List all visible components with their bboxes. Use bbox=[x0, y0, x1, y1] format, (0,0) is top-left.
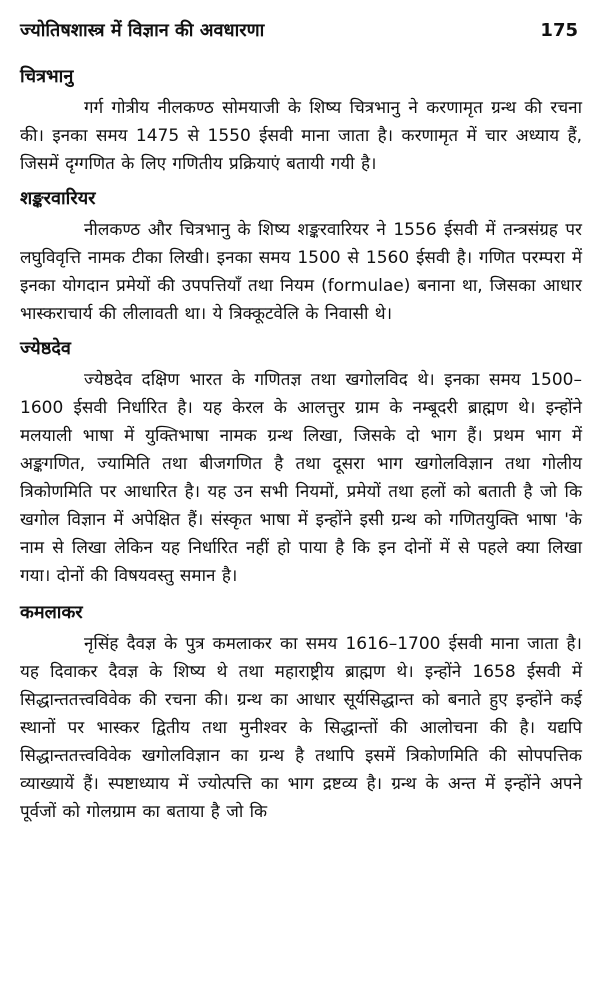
section-chitrabhanu bbox=[20, 64, 582, 178]
section-paragraph: नृसिंह दैवज्ञ के पुत्र कमलाकर का समय 1616–1700 ईसवी माना जाता है। यह दिवाकर दैवज्ञ के शिष्य थे तथा महाराष्ट्रीय ब्राह्मण थे। इन्होंने 1658 ईसवी में सिद्धान्ततत्त्वविवेक की रचना की। ग्रन्थ का आधार सूर्यसिद्धान्त को बनाते हुए इन्होंने कई स्थानों पर भास्कर द्वितीय तथा मुनीश्वर के सिद्धान्तों की आलोचना की है। यद्यपि सिद्धान्ततत्त्वविवेक खगोलविज्ञान का ग्रन्थ है तथापि इसमें त्रिकोणमिति की सोपपत्तिक व्याख्यायें हैं। स्पष्टाध्याय में ज्योत्पत्ति का भाग द्रष्टव्य है। ग्रन्थ के अन्त में इन्होंने अपने पूर्वजों को गोलग्राम का बताया है जो कि bbox=[20, 634, 582, 822]
section-paragraph: नीलकण्ठ और चित्रभानु के शिष्य शङ्करवारियर ने 1556 ईसवी में तन्त्रसंग्रह पर लघुविवृत्ति नामक टीका लिखी। इनका समय 1500 से 1560 ईसवी है। गणित परम्परा में इनका योगदान प्रमेयों की उपपत्तियाँ तथा नियम (formulae) बनाना था, जिसका आधार भास्कराचार्य की लीलावती था। ये त्रिक्कूटवेलि के निवासी थे। bbox=[20, 220, 582, 324]
page-number: 175 bbox=[540, 20, 578, 41]
section-paragraph: गर्ग गोत्रीय नीलकण्ठ सोमयाजी के शिष्य चित्रभानु ने करणामृत ग्रन्थ की रचना की। इनका समय 1475 से 1550 ईसवी माना जाता है। करणामृत में चार अध्याय हैं, जिसमें दृग्गणित के लिए गणितीय प्रक्रियाएं बतायी गयी है। bbox=[20, 98, 582, 174]
section-title: चित्रभानु bbox=[20, 66, 74, 87]
running-title: ज्योतिषशास्त्र में विज्ञान की अवधारणा bbox=[20, 20, 265, 41]
section-paragraph: ज्येष्ठदेव दक्षिण भारत के गणितज्ञ तथा खगोलविद थे। इनका समय 1500–1600 ईसवी निर्धारित है। यह केरल के आलत्तुर ग्राम के नम्बूदरी ब्राह्मण थे। इन्होंने मलयाली भाषा में युक्तिभाषा नामक ग्रन्थ लिखा, जिसके दो भाग हैं। प्रथम भाग में अङ्कगणित, ज्यामिति तथा बीजगणित है तथा दूसरा भाग खगोलविज्ञान तथा गोलीय त्रिकोणमिति पर आधारित है। यह उन सभी नियमों, प्रमेयों तथा हलों को बताती है जो कि खगोल विज्ञान में अपेक्षित हैं। संस्कृत भाषा में इन्होंने इसी ग्रन्थ को गणितयुक्ति भाषा 'के नाम से लिखा लेकिन यह निर्धारित नहीं हो पाया है कि इन दोनों में से पहले क्या लिखा गया। दोनों की विषयवस्तु समान है। bbox=[20, 370, 582, 586]
section-title: ज्येष्ठदेव bbox=[20, 338, 71, 359]
section-jyeshthadeva bbox=[20, 336, 582, 590]
section-shankaravariyar bbox=[20, 186, 582, 328]
section-title: कमलाकर bbox=[20, 602, 83, 623]
page-header bbox=[20, 18, 582, 48]
section-kamalakara bbox=[20, 600, 582, 826]
section-title: शङ्करवारियर bbox=[20, 188, 96, 209]
